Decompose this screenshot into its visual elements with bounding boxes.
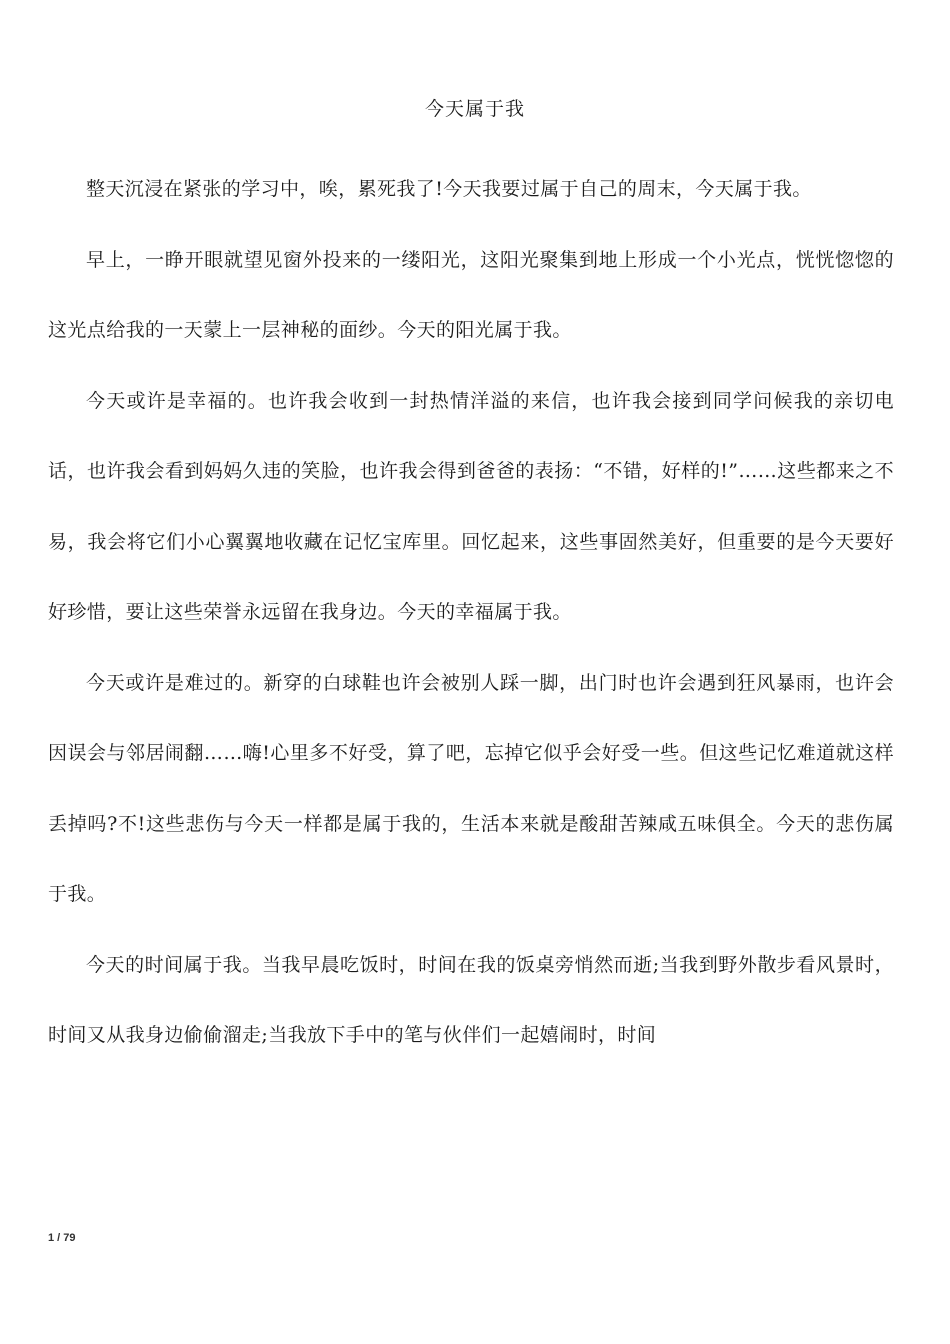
- paragraph-3: 今天或许是幸福的。也许我会收到一封热情洋溢的来信，也许我会接到同学问候我的亲切电话，也许我会看到妈妈久违的笑脸，也许我会得到爸爸的表扬：“不错，好样的!”……这些都来之不易，我会将它们小心翼翼地收藏在记忆宝库里。回忆起来，这些事固然美好，但重要的是今天要好好珍惜，要让这些荣誉永远留在我身边。今天的幸福属于我。: [48, 389, 894, 623]
- document-body: [48, 154, 894, 1071]
- paragraph-1: 整天沉浸在紧张的学习中，唉，累死我了!今天我要过属于自己的周末，今天属于我。: [86, 178, 812, 200]
- paragraph-5: 今天的时间属于我。当我早晨吃饭时，时间在我的饭桌旁悄然而逝;当我到野外散步看风景时，时间又从我身边偷偷溜走;当我放下手中的笔与伙伴们一起嬉闹时，时间: [48, 953, 894, 1046]
- document-title: 今天属于我: [424, 98, 525, 120]
- paragraph-4: 今天或许是难过的。新穿的白球鞋也许会被别人踩一脚，出门时也许会遇到狂风暴雨，也许会因误会与邻居闹翻……嗨!心里多不好受，算了吧，忘掉它似乎会好受一些。但这些记忆难道就这样丢掉吗?不!这些悲伤与今天一样都是属于我的，生活本来就是酸甜苦辣咸五味俱全。今天的悲伤属于我。: [48, 671, 894, 905]
- paragraph-2: 早上，一睁开眼就望见窗外投来的一缕阳光，这阳光聚集到地上形成一个小光点，恍恍惚惚的这光点给我的一天蒙上一层神秘的面纱。今天的阳光属于我。: [48, 248, 894, 341]
- page-number-indicator: 1 / 79: [48, 1232, 76, 1244]
